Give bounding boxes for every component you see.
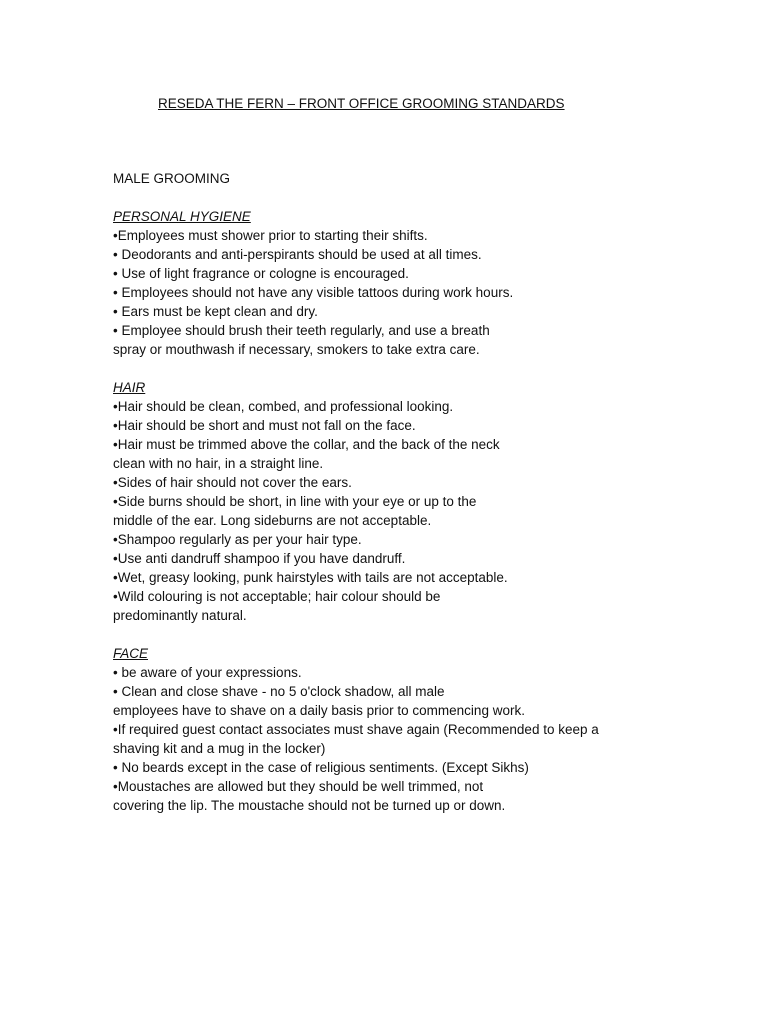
hair-line: •Use anti dandruff shampoo if you have dandruff. (113, 551, 406, 566)
document-body (113, 169, 673, 815)
hair-line: clean with no hair, in a straight line. (113, 456, 324, 471)
document-title: RESEDA THE FERN – FRONT OFFICE GROOMING STANDARDS (158, 96, 565, 111)
hygiene-line: • Ears must be kept clean and dry. (113, 304, 318, 319)
hair-line: •Side burns should be short, in line with your eye or up to the (113, 494, 477, 509)
hygiene-line: spray or mouthwash if necessary, smokers to take extra care. (113, 342, 480, 357)
face-line: •If required guest contact associates must shave again (Recommended to keep a (113, 722, 599, 737)
hygiene-line: • Employee should brush their teeth regularly, and use a breath (113, 323, 490, 338)
face-line: • Clean and close shave - no 5 o'clock shadow, all male (113, 684, 445, 699)
spacer (113, 625, 673, 644)
hygiene-line: • Use of light fragrance or cologne is encouraged. (113, 266, 409, 281)
spacer (113, 359, 673, 378)
main-heading: MALE GROOMING (113, 171, 231, 186)
hair-line: •Wild colouring is not acceptable; hair colour should be (113, 589, 441, 604)
hair-line: •Hair should be clean, combed, and professional looking. (113, 399, 454, 414)
spacer (113, 188, 673, 207)
face-line: employees have to shave on a daily basis prior to commencing work. (113, 703, 525, 718)
section-heading-personal-hygiene: PERSONAL HYGIENE (113, 209, 251, 224)
hair-line: •Hair must be trimmed above the collar, and the back of the neck (113, 437, 500, 452)
hair-line: middle of the ear. Long sideburns are not acceptable. (113, 513, 432, 528)
section-heading-face: FACE (113, 646, 149, 661)
hygiene-line: •Employees must shower prior to starting their shifts. (113, 228, 428, 243)
section-heading-hair: HAIR (113, 380, 146, 395)
hygiene-line: • Deodorants and anti-perspirants should be used at all times. (113, 247, 482, 262)
hair-line: •Hair should be short and must not fall on the face. (113, 418, 416, 433)
face-line: shaving kit and a mug in the locker) (113, 741, 326, 756)
hair-line: •Shampoo regularly as per your hair type. (113, 532, 362, 547)
face-line: covering the lip. The moustache should not be turned up or down. (113, 798, 506, 813)
hair-line: predominantly natural. (113, 608, 247, 623)
hygiene-line: • Employees should not have any visible tattoos during work hours. (113, 285, 514, 300)
face-line: • be aware of your expressions. (113, 665, 302, 680)
face-line: •Moustaches are allowed but they should be well trimmed, not (113, 779, 484, 794)
hair-line: •Sides of hair should not cover the ears. (113, 475, 352, 490)
hair-line: •Wet, greasy looking, punk hairstyles with tails are not acceptable. (113, 570, 508, 585)
face-line: • No beards except in the case of religious sentiments. (Except Sikhs) (113, 760, 529, 775)
